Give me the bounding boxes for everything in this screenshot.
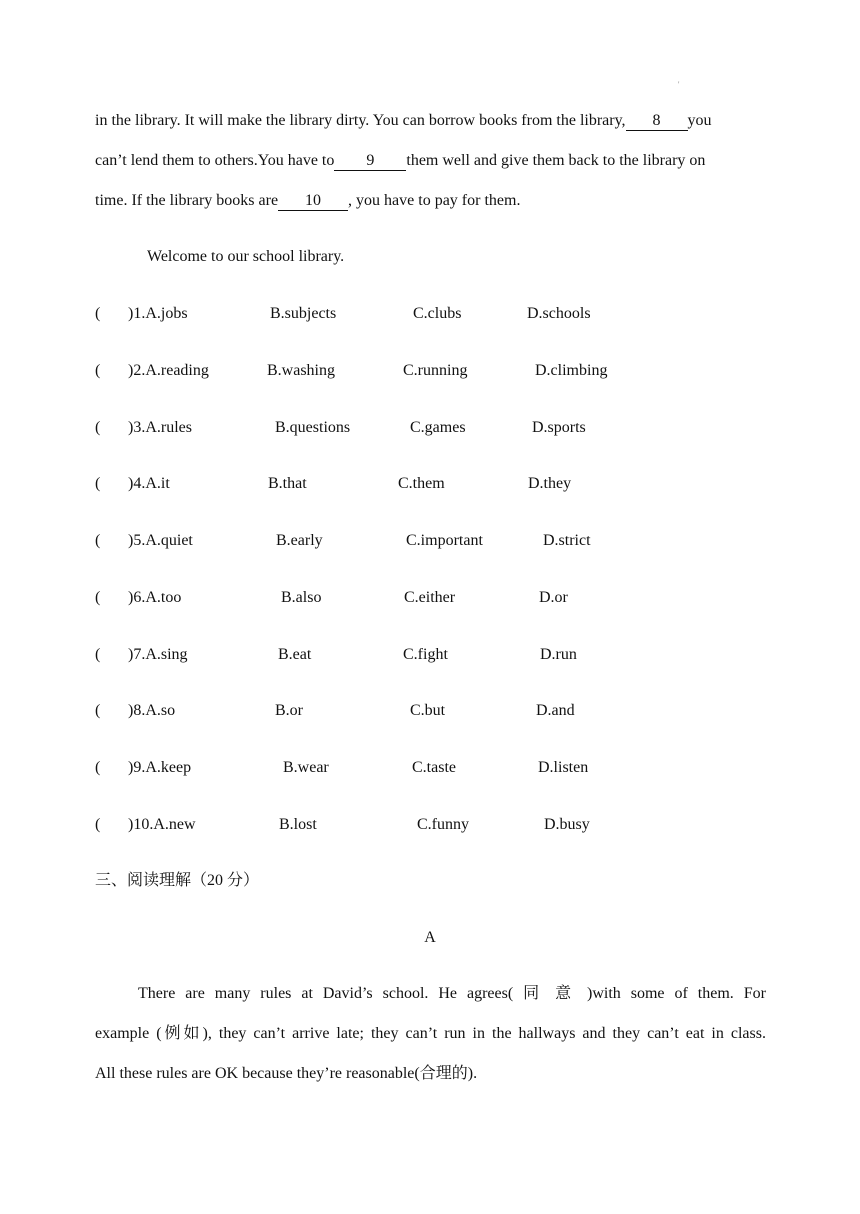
question-row-10 (95, 815, 766, 835)
answer-paren[interactable]: ( (95, 816, 101, 833)
question-row-9 (95, 758, 766, 778)
question-option-b: B.or (275, 702, 303, 719)
question-option-c: C.either (404, 589, 456, 606)
question-option-c: C.them (398, 475, 445, 492)
question-option-c: C.important (406, 532, 483, 549)
question-option-d: D.and (536, 702, 575, 719)
question-option-d: D.sports (532, 419, 586, 436)
question-option-b: B.washing (267, 362, 335, 379)
question-option-d: D.listen (538, 759, 589, 776)
question-option-b: B.that (268, 475, 307, 492)
section-title: 三、阅读理解（20 分） (95, 872, 260, 889)
question-option-a: )4.A.it (128, 475, 170, 492)
question-option-d: D.climbing (535, 362, 608, 379)
passage-line-3-pre: time. If the library books are (95, 192, 279, 209)
reading-line-1: There are many rules at David’s school. He agrees( 同 意 )with some of them. For (138, 985, 766, 1002)
welcome-line: Welcome to our school library. (147, 248, 345, 265)
question-option-d: D.they (528, 475, 572, 492)
question-option-c: C.games (410, 419, 466, 436)
question-option-a: )5.A.quiet (128, 532, 193, 549)
answer-paren[interactable]: ( (95, 646, 101, 663)
question-option-c: C.running (403, 362, 468, 379)
question-option-d: D.strict (543, 532, 591, 549)
question-option-b: B.questions (275, 419, 351, 436)
passage-line-3 (95, 191, 766, 211)
passage-line-2 (95, 151, 766, 171)
question-option-c: C.but (410, 702, 446, 719)
passage-line-2-pre: can’t lend them to others.You have to (95, 152, 335, 169)
question-option-d: D.run (540, 646, 577, 663)
question-option-a: )7.A.sing (128, 646, 188, 663)
passage-line-2-post: them well and give them back to the library on (406, 152, 706, 169)
answer-paren[interactable]: ( (95, 475, 101, 492)
question-row-2 (95, 361, 766, 381)
question-row-5 (95, 531, 766, 551)
question-option-a: )1.A.jobs (128, 305, 188, 322)
passage-line-1 (95, 111, 766, 131)
passage-line-1-post: you (687, 112, 712, 129)
blank-9[interactable]: 9 (334, 152, 406, 171)
question-row-7 (95, 645, 766, 665)
answer-paren[interactable]: ( (95, 759, 101, 776)
question-option-d: D.or (539, 589, 568, 606)
answer-paren[interactable]: ( (95, 702, 101, 719)
question-option-a: )6.A.too (128, 589, 182, 606)
answer-paren[interactable]: ( (95, 532, 101, 549)
answer-paren[interactable]: ( (95, 419, 101, 436)
question-option-b: B.subjects (270, 305, 337, 322)
answer-paren[interactable]: ( (95, 362, 101, 379)
answer-paren[interactable]: ( (95, 305, 101, 322)
part-heading: A (424, 929, 436, 946)
question-option-c: C.clubs (413, 305, 462, 322)
blank-8[interactable]: 8 (626, 112, 688, 131)
question-option-c: C.fight (403, 646, 448, 663)
question-option-b: B.also (281, 589, 322, 606)
question-row-6 (95, 588, 766, 608)
question-option-b: B.lost (279, 816, 317, 833)
question-option-a: )9.A.keep (128, 759, 192, 776)
question-option-d: D.schools (527, 305, 591, 322)
reading-line-2: example (例如), they can’t arrive late; they can’t run in the hallways and they can’t eat in class. (95, 1025, 766, 1042)
question-row-8 (95, 701, 766, 721)
question-option-a: )10.A.new (128, 816, 196, 833)
passage-line-1-pre: in the library. It will make the library dirty. You can borrow books from the library, (95, 112, 626, 129)
page-mark: ' (678, 80, 680, 89)
question-option-b: B.wear (283, 759, 329, 776)
answer-paren[interactable]: ( (95, 589, 101, 606)
reading-line-3: All these rules are OK because they’re reasonable(合理的). (95, 1065, 478, 1082)
blank-10[interactable]: 10 (278, 192, 348, 211)
passage-line-3-post: , you have to pay for them. (348, 192, 521, 209)
question-option-c: C.taste (412, 759, 456, 776)
question-option-a: )3.A.rules (128, 419, 192, 436)
question-row-3 (95, 418, 766, 438)
question-row-1 (95, 304, 766, 324)
question-option-c: C.funny (417, 816, 469, 833)
question-option-d: D.busy (544, 816, 590, 833)
question-option-b: B.early (276, 532, 323, 549)
question-row-4 (95, 474, 766, 494)
question-option-b: B.eat (278, 646, 312, 663)
question-option-a: )8.A.so (128, 702, 176, 719)
question-option-a: )2.A.reading (128, 362, 209, 379)
